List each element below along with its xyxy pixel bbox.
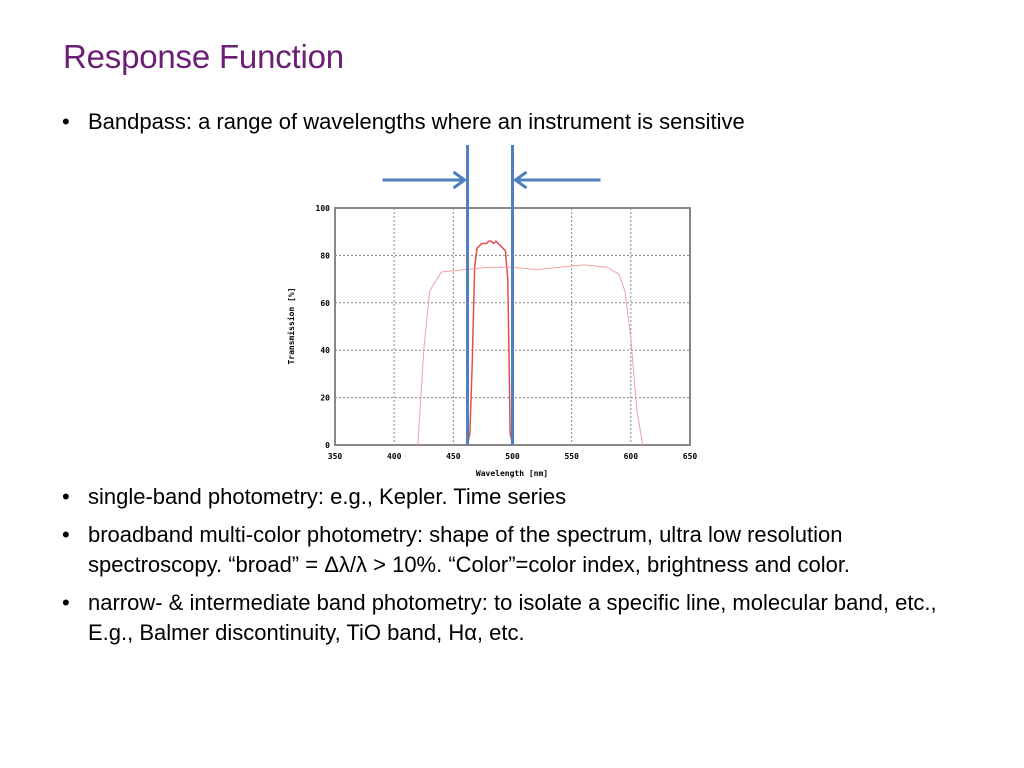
bullet-list-bottom <box>62 482 962 656</box>
y-tick-label: 0 <box>325 441 330 450</box>
bullet-dot: • <box>62 590 70 615</box>
bullet-text: broadband multi-color photometry: shape of the spectrum, ultra low resolution spectroscopy. “broad” = Δλ/λ > 10%. “Color”=color index, brightness and color. <box>88 522 851 577</box>
bullet-text: Bandpass: a range of wavelengths where an instrument is sensitive <box>88 109 745 134</box>
bullet-dot: • <box>62 522 70 547</box>
x-tick-label: 500 <box>505 452 520 461</box>
x-tick-label: 400 <box>386 452 402 461</box>
bullet-item <box>62 107 962 137</box>
x-tick-label: 350 <box>327 452 343 461</box>
y-tick-label: 100 <box>315 204 330 213</box>
bullet-text: narrow- & intermediate band photometry: to isolate a specific line, molecular band, etc., E.g., Balmer discontinuity, TiO band, Hα, etc. <box>88 590 937 645</box>
x-tick-label: 450 <box>446 452 461 461</box>
x-tick-label: 550 <box>564 452 579 461</box>
bullet-text: single-band photometry: e.g., Kepler. Time series <box>88 484 567 509</box>
slide-title: Response Function <box>63 38 344 75</box>
y-tick-label: 60 <box>320 298 330 308</box>
bullet-item <box>62 482 962 512</box>
y-tick-label: 80 <box>320 251 330 261</box>
bullet-dot: • <box>62 484 70 509</box>
bullet-item <box>62 588 962 648</box>
y-tick-label: 40 <box>320 346 330 356</box>
y-axis-label: Transmission [%] <box>287 287 296 365</box>
bullet-dot: • <box>62 109 70 134</box>
transmission-chart <box>280 140 720 485</box>
y-tick-label: 20 <box>320 393 330 403</box>
x-tick-label: 650 <box>682 452 698 461</box>
x-tick-label: 600 <box>623 452 639 461</box>
x-axis-label: Wavelength [nm] <box>475 469 549 478</box>
bullet-item <box>62 520 962 580</box>
